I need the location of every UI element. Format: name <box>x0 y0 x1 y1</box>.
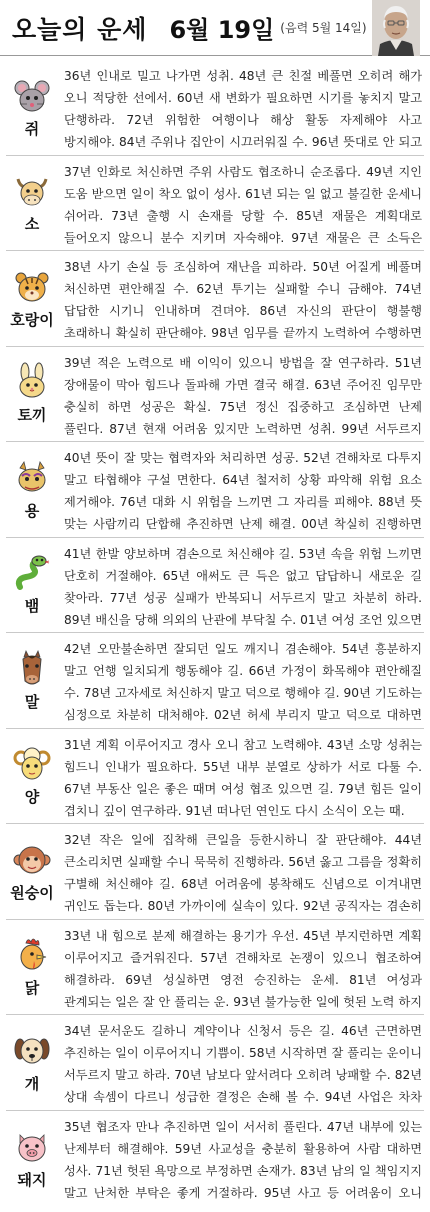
zodiac-cell <box>6 920 58 1015</box>
zodiac-name: 양 <box>24 788 40 807</box>
zodiac-row-ox <box>6 156 424 252</box>
fortune-text: 31년 계획 이루어지고 경사 오니 참고 노력해야. 43년 소망 성취는 힘드니 인내가 필요하다. 55년 내부 분열로 상하가 서로 다툴 수. 67년 부동산 일은 좋은 때며 여성 협조 있으면 길. 79년 힘든 일이 겹치니 깊이 연구하라. 91년 떠나던 연인도 다시 소식이 오는 때. <box>64 737 422 818</box>
zodiac-cell <box>6 729 58 824</box>
rat-icon <box>12 76 52 116</box>
fortune-text: 39년 적은 노력으로 배 이익이 있으니 방법을 잘 연구하라. 51년 장애물이 막아 힘드나 돌파해 가면 결국 해결. 63년 주어진 임무만 충실히 하면 성공은 확실. 75년 정신 집중하고 조심하면 난제 풀린다. 87년 현재 어려움 있지만 노력하면 성취. 99년 서두르지 <box>64 355 422 436</box>
sheep-icon <box>12 744 52 784</box>
zodiac-name: 쥐 <box>24 119 40 138</box>
rabbit-icon <box>12 362 52 402</box>
page-title: 오늘의 운세 <box>12 14 148 44</box>
dog-icon <box>12 1031 52 1071</box>
horse-icon <box>12 649 52 689</box>
zodiac-name: 뱀 <box>24 597 40 616</box>
zodiac-name: 돼지 <box>17 1170 47 1189</box>
zodiac-row-dragon <box>6 442 424 538</box>
zodiac-row-sheep <box>6 729 424 825</box>
zodiac-name: 개 <box>24 1074 40 1093</box>
zodiac-cell <box>6 538 58 633</box>
pig-icon <box>12 1127 52 1167</box>
fortune-text: 41년 한발 양보하며 겸손으로 처신해야 길. 53년 속을 위험 느끼면 단호히 거절해야. 65년 애써도 큰 득은 없고 답답하니 새로운 길 찾아라. 77년 성공 실패가 반복되니 서두르지 말고 차분히 하라. 89년 배신을 당해 의외의 난관에 부닥칠 수. 01년 여성 조언 있으면 <box>64 546 422 627</box>
zodiac-name: 원숭이 <box>10 883 54 902</box>
fortune-text: 36년 인내로 밀고 나가면 성취. 48년 큰 친절 베풀면 오히려 해가 오니 적당한 선에서. 60년 새 변화가 필요하면 시기를 놓치지 말고 단행하라. 72년 위험한 여행이나 해상 활동 자제해야 사고 방지해야. 84년 주위나 집안이 시끄러워질 수. 96년 뜻대로 안 되고 <box>64 69 422 149</box>
fortune-text: 33년 내 힘으로 분제 해결하는 용기가 우선. 45년 부지런하면 계획 이루어지고 즐거워진다. 57년 견해차로 논쟁이 있으니 협조하여 해결하라. 69년 성실하면 영전 승진하는 운세. 81년 여성과 관계되는 일은 잘 안 풀리는 운. 93년 불가능한 일에 헛된 노력 하지 <box>64 928 422 1009</box>
zodiac-name: 소 <box>24 215 40 234</box>
zodiac-row-rat <box>6 60 424 156</box>
tiger-icon <box>12 267 52 307</box>
zodiac-name: 말 <box>24 692 40 711</box>
fortune-text: 32년 작은 일에 집착해 큰일을 등한시하니 잘 판단해야. 44년 큰소리치면 실패할 수니 묵묵히 진행하라. 56년 옳고 그름을 정확히 구별해 처신해야 길. 68년 어려움에 봉착해도 신념으로 이겨내면 귀인도 돕는다. 80년 가까이에 실속이 있다. 92년 공직자는 겸손히 <box>64 833 422 913</box>
fortune-text: 38년 사기 손실 등 조심하여 재난을 피하라. 50년 어질게 베풀며 처신하면 편안해질 수. 62년 투기는 실패할 수니 금해야. 74년 답답한 시기니 인내하며 견뎌야. 86년 자신의 판단이 행불행 초래하니 확실히 판단해야. 98년 임무를 끝까지 노력하여 수행하면 <box>64 260 422 340</box>
zodiac-row-snake <box>6 538 424 634</box>
zodiac-row-rabbit <box>6 347 424 443</box>
fortune-text: 42년 오만불손하면 잘되던 일도 깨지니 겸손해야. 54년 흥분하지 말고 언행 일치되게 행동해야 길. 66년 가정이 화목해야 편안해질 수. 78년 고자세로 처신하지 말고 덕으로 행해야 길. 90년 기도하는 심정으로 차분히 대처해야. 02년 허세 부리지 말고 덕으로 대하면 <box>64 642 422 722</box>
header <box>0 0 430 56</box>
date: 6월 19일 <box>169 16 275 44</box>
zodiac-cell <box>6 251 58 346</box>
zodiac-list <box>0 56 430 1206</box>
fortune-text: 37년 인화로 처신하면 주위 사람도 협조하니 순조롭다. 49년 지인 도움 받으면 일이 착오 없이 성사. 61년 되는 일 없고 불길한 운세니 쉬어라. 73년 출행 시 손재를 당할 수. 85년 재물은 계획대로 들어오지 않으니 분수 지키며 자숙해야. 97년 재물은 큰 소득은 <box>64 164 422 245</box>
zodiac-cell <box>6 442 58 537</box>
zodiac-cell <box>6 1015 58 1110</box>
portrait-image <box>372 0 420 56</box>
fortune-text: 40년 뜻이 잘 맞는 협력자와 처리하면 성공. 52년 견해차로 다투지 말고 타협해야 구설 면한다. 64년 철저히 상황 파악해 위험 요소 제거해야. 76년 대화 시 위험을 느끼면 그 자리를 피해야. 88년 뜻 맞는 사람끼리 단합해 추진하면 난제 해결. 00년 착실히 진행하면 <box>64 451 422 531</box>
zodiac-cell <box>6 347 58 442</box>
author-portrait <box>372 0 420 56</box>
zodiac-row-dog <box>6 1015 424 1111</box>
zodiac-cell <box>6 156 58 251</box>
fortune-text: 35년 협조자 만나 추진하면 일이 서서히 풀린다. 47년 내부에 있는 난제부터 해결해야. 59년 사교성을 충분히 활용하여 사람 대하면 성사. 71년 헛된 욕망으로 부정하면 손재가. 83년 남의 일 책임지지 말고 난처한 부탁은 좋게 거절하라. 95년 사고 등 어려움이 오니 <box>64 1119 422 1200</box>
zodiac-row-tiger <box>6 251 424 347</box>
rooster-icon <box>12 935 52 975</box>
dragon-icon <box>12 458 52 498</box>
ox-icon <box>12 171 52 211</box>
zodiac-name: 토끼 <box>17 406 47 425</box>
zodiac-name: 호랑이 <box>10 310 54 329</box>
snake-icon <box>12 553 52 593</box>
zodiac-row-monkey <box>6 824 424 920</box>
lunar-date: (음력 5월 14일) <box>280 21 367 35</box>
zodiac-name: 용 <box>24 501 40 520</box>
zodiac-cell <box>6 1111 58 1207</box>
monkey-icon <box>12 840 52 880</box>
zodiac-row-rooster <box>6 920 424 1016</box>
zodiac-row-horse <box>6 633 424 729</box>
zodiac-cell <box>6 824 58 919</box>
zodiac-row-pig <box>6 1111 424 1207</box>
zodiac-cell <box>6 60 58 155</box>
zodiac-name: 닭 <box>24 979 40 998</box>
fortune-text: 34년 문서운도 길하니 계약이나 신청서 등은 길. 46년 근면하면 추진하는 일이 이루어지니 기쁨이. 58년 시작하면 잘 풀리는 운이니 서두르지 말고 하라. 70년 남보다 앞서려다 오히려 낭패할 수. 82년 상대 속셈이 다르니 성급한 결정은 손해 볼 수. 94년 사업은 차차 <box>64 1024 422 1104</box>
zodiac-cell <box>6 633 58 728</box>
